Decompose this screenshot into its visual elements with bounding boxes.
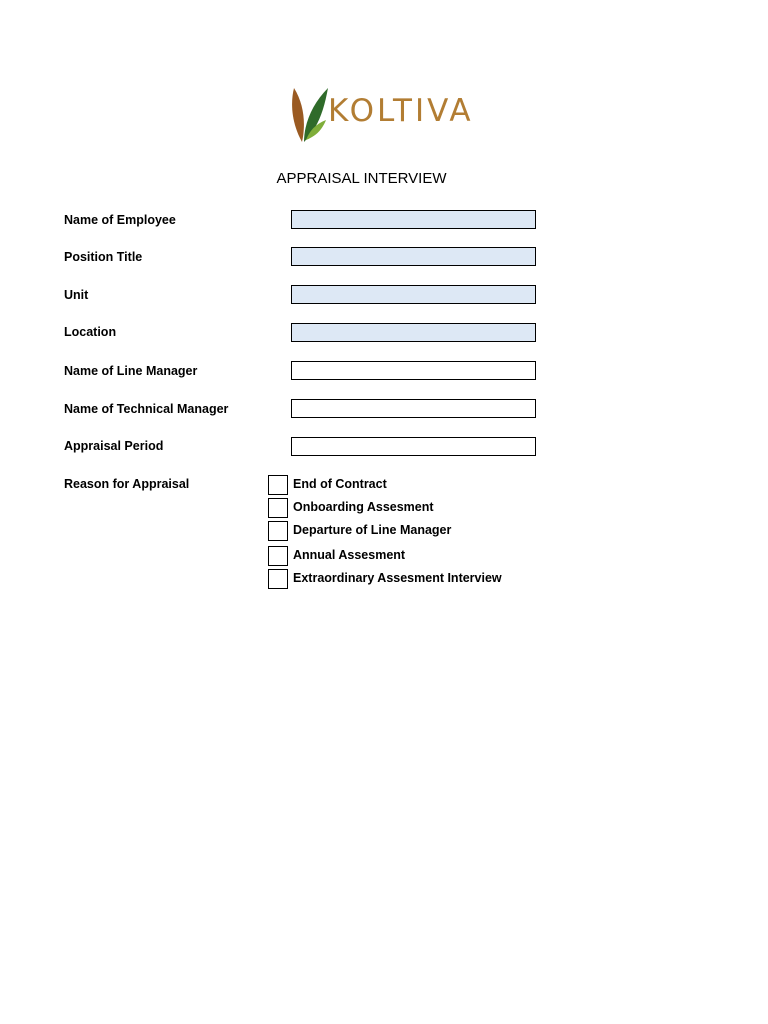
departure-of-line-manager-label: Departure of Line Manager — [293, 523, 452, 537]
annual-assesment-checkbox[interactable] — [268, 546, 288, 566]
extraordinary-assesment-interview-label: Extraordinary Assesment Interview — [293, 571, 502, 585]
departure-of-line-manager-checkbox[interactable] — [268, 521, 288, 541]
label-position-title: Position Title — [64, 250, 143, 264]
label-location: Location — [64, 325, 117, 339]
onboarding-assesment-label: Onboarding Assesment — [293, 500, 434, 514]
position-title-field[interactable] — [291, 247, 536, 266]
name-of-line-manager-field[interactable] — [291, 361, 536, 380]
onboarding-assesment-checkbox[interactable] — [268, 498, 288, 518]
koltiva-leaf-icon — [290, 84, 330, 146]
label-name-of-employee: Name of Employee — [64, 213, 176, 227]
label-unit: Unit — [64, 288, 89, 302]
name-of-technical-manager-field[interactable] — [291, 399, 536, 418]
end-of-contract-label: End of Contract — [293, 477, 387, 491]
label-reason-for-appraisal: Reason for Appraisal — [64, 477, 190, 491]
page-title: APPRAISAL INTERVIEW — [276, 170, 447, 187]
appraisal-period-field[interactable] — [291, 437, 536, 456]
label-name-of-technical-manager: Name of Technical Manager — [64, 402, 229, 416]
extraordinary-assesment-interview-checkbox[interactable] — [268, 569, 288, 589]
logo-wordmark: KOLTIVA — [328, 93, 474, 129]
annual-assesment-label: Annual Assesment — [293, 548, 406, 562]
location-field[interactable] — [291, 323, 536, 342]
koltiva-logo — [290, 84, 510, 146]
unit-field[interactable] — [291, 285, 536, 304]
name-of-employee-field[interactable] — [291, 210, 536, 229]
label-appraisal-period: Appraisal Period — [64, 439, 164, 453]
end-of-contract-checkbox[interactable] — [268, 475, 288, 495]
label-name-of-line-manager: Name of Line Manager — [64, 364, 198, 378]
